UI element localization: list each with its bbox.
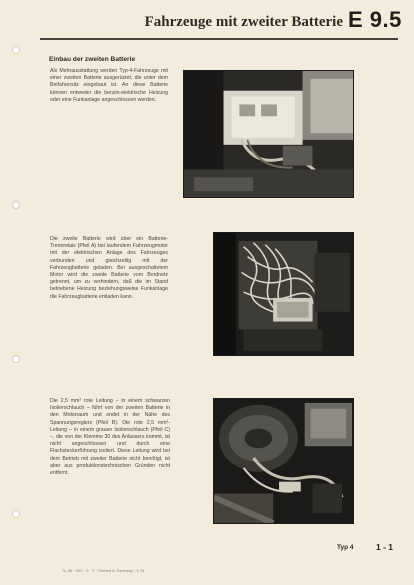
page-title: Fahrzeuge mit zweiter Batterie bbox=[144, 14, 343, 30]
footer-type-label: Typ 4 bbox=[337, 544, 354, 551]
section-code: E 9.5 bbox=[348, 7, 402, 32]
binder-hole bbox=[12, 201, 20, 209]
paragraph-relay: Die zweite Batterie wird über ein Batterie-Trennrelais (Pfeil A) bei laufendem Fahrzeugmotor mit der elektrischen Anlage des Fahrzeuges verbunden und gleichzeitig mit der Fahrzeugbatterie geladen. Bei ausgeschaltetem Motor wird die zweite Batterie vom Bordnetz getrennt, um zu verhindern, daß die im Stand betriebene Heizung beziehungsweise Funkanlage die Fahrzeugbatterie entladen kann. bbox=[50, 236, 168, 300]
footer-print-info: 7L-96 · 000 · 0 · 0 · Printed in Germany · 1.73 bbox=[62, 569, 145, 573]
photo-relay-image bbox=[214, 233, 353, 355]
paragraph-wiring: Die 2,5 mm² rote Leitung – in einem schwarzen Isolierschlauch – führt von der zweiten Batterie in den Motorraum und endet in der Nähe des Spannungsreglers (Pfeil B). Die rote 2,5 mm²-Leitung – in einem grauen Isolierschlauch (Pfeil C) –, die von der Klemme 30 des Anlassers kommt, ist nicht angeschlossen und durch eine Flachsteckerführung isoliert. Diese Leitung wird bei dem Betrieb mit zweiter Batterie nicht benötigt, ist aber aus produktionstechnischen Gründen nicht entfernt. bbox=[50, 398, 170, 477]
photo-relay-wiring bbox=[213, 232, 354, 356]
photo-battery-image bbox=[184, 71, 353, 197]
footer-page-number: 1 - 1 bbox=[376, 542, 394, 552]
photo-engine-image bbox=[214, 399, 353, 523]
paragraph-intro: Als Mehrausstattung werden Typ-4-Fahrzeuge mit einer zweiten Batterie ausgerüstet, die unter dem Beifahrersitz eingebaut ist. An diese Batterie können entweder die benzin-elektrische Heizung oder eine Funkanlage angeschlossen werden. bbox=[50, 68, 168, 103]
binder-hole bbox=[12, 355, 20, 363]
photo-engine-compartment bbox=[213, 398, 354, 524]
binder-hole bbox=[12, 510, 20, 518]
photo-battery-under-seat bbox=[183, 70, 354, 198]
header-divider bbox=[40, 38, 398, 40]
binder-hole bbox=[12, 46, 20, 54]
section-heading: Einbau der zweiten Batterie bbox=[49, 56, 136, 63]
